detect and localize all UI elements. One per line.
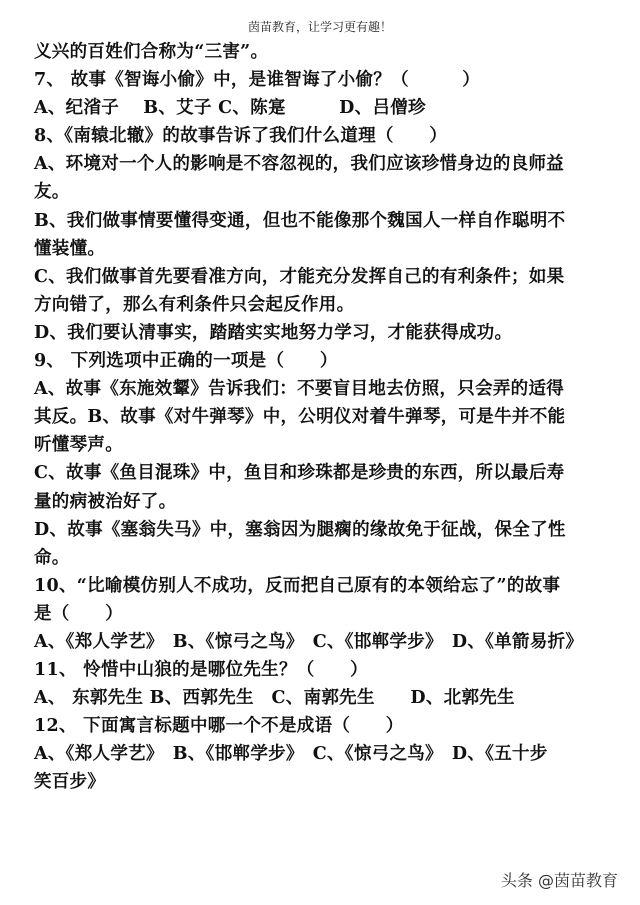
question-7-options: A、纪渻子 B、艾子 C、陈寔 D、吕僧珍 xyxy=(34,98,426,119)
question-9-option-c: C、故事《鱼目混珠》中，鱼目和珍珠都是珍贵的东西，所以最后寿 xyxy=(34,463,565,484)
question-10-options: A、《郑人学艺》 B、《惊弓之鸟》 C、《邯郸学步》 D、《单箭易折》 xyxy=(34,631,584,652)
question-8-option-a-cont: 友。 xyxy=(34,182,70,203)
page-header: 茵苗教育，让学习更有趣！ xyxy=(247,20,392,34)
question-9: 9、 下列选项中正确的一项是（ ） xyxy=(34,351,338,372)
question-8-option-b-cont: 懂装懂。 xyxy=(34,238,106,259)
question-9-option-c-cont: 量的病被治好了。 xyxy=(34,491,177,512)
question-9-option-d: D、故事《塞翁失马》中，塞翁因为腿瘸的缘故免于征战，保全了性 xyxy=(34,519,566,540)
question-8-option-c-cont: 方向错了，那么有利条件只会起反作用。 xyxy=(34,294,355,315)
question-12: 12、 下面寓言标题中哪一个不是成语（ ） xyxy=(34,716,404,737)
question-12-options: A、《郑人学艺》 B、《邯郸学步》 C、《惊弓之鸟》 D、《五十步 xyxy=(34,744,548,765)
question-8-option-d: D、我们要认清事实，踏踏实实地努力学习，才能获得成功。 xyxy=(34,322,513,343)
question-9-option-b-cont: 听懂琴声。 xyxy=(34,435,123,456)
document-body xyxy=(34,40,614,799)
question-10-cont: 是（ ） xyxy=(34,603,123,624)
question-7: 7、 故事《智诲小偷》中，是谁智诲了小偷？（ ） xyxy=(34,70,481,91)
question-9-option-b: 其反。B、故事《对牛弹琴》中，公明仪对着牛弹琴，可是牛并不能 xyxy=(34,407,566,428)
question-11-options: A、 东郭先生 B、西郭先生 C、南郭先生 D、北郭先生 xyxy=(34,688,515,709)
question-8-option-c: C、我们做事首先要看准方向，才能充分发挥自己的有利条件；如果 xyxy=(34,266,565,287)
text-line: 义兴的百姓们合称为“三害”。 xyxy=(34,42,269,62)
question-8-option-b: B、我们做事情要懂得变通，但也不能像那个魏国人一样自作聪明不 xyxy=(34,210,566,231)
question-9-option-a: A、故事《东施效颦》告诉我们：不要盲目地去仿照，只会弄的适得 xyxy=(34,379,565,400)
question-9-option-d-cont: 命。 xyxy=(34,547,70,568)
question-8-option-a: A、环境对一个人的影响是不容忽视的，我们应该珍惜身边的良师益 xyxy=(34,154,565,175)
question-12-options-cont: 笑百步》 xyxy=(34,772,106,793)
question-8: 8、《南辕北辙》的故事告诉了我们什么道理（ ） xyxy=(34,126,448,147)
watermark: 头条 @茵苗教育 xyxy=(500,871,618,890)
question-11: 11、 怜惜中山狼的是哪位先生？（ ） xyxy=(34,660,368,681)
question-10: 10、“比喻模仿别人不成功，反而把自己原有的本领给忘了”的故事 xyxy=(34,575,561,596)
